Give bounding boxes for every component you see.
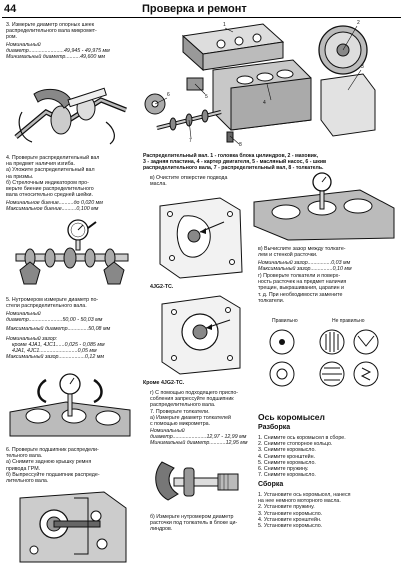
subsection-assembly: Сборка (258, 481, 284, 488)
step-7b-text: б) Измерьте нутромером диаметр расточки под толкатель в блоке ци- линдров. (150, 514, 238, 533)
step-3-text: 3. Измерьте диаметр опорных шеек распределительного вала микромет- ром. (6, 22, 97, 41)
figure-oil-hole-other (150, 292, 246, 376)
step-4-specs: Номинальное биение..........до 0,020 мм Максимальное биение..........0,100 мм (6, 200, 103, 213)
label-4jg2-tc: 4JG2-TC. (150, 284, 174, 290)
callout-7: 7 (189, 138, 192, 144)
engine-figure-caption: Распределительный вал. 1 - головка блока цилиндров, 2 - маховик, 3 - задняя пластина, 4 - картер двигателя, 5 - масляный насос, 6 - шкив распределительного вала, 7 - распределительный вал, 8 - толкатель. (143, 153, 327, 172)
figure-tappet-bore-gauge (250, 172, 398, 242)
label-correct: Правильно (272, 318, 298, 324)
assembly-steps: 1. Установите ось коромысел, нанеся на нее немного моторного масла. 2. Установите пружину. 3. Установите коромысло. 4. Установите кронштейн. 5. Установите коромысло. (258, 492, 351, 530)
figure-bore-gauge (6, 372, 134, 440)
callout-4: 4 (263, 100, 266, 106)
figure-camshaft-runout (6, 218, 134, 288)
page-number: 44 (4, 3, 17, 15)
figure-tappet-wear (258, 316, 398, 406)
figure-tappet-micrometer (148, 452, 248, 508)
callout-3: 3 (361, 64, 364, 70)
figure-micrometer-journal (6, 82, 134, 150)
callout-5: 5 (205, 94, 208, 100)
callout-8: 8 (239, 142, 242, 148)
step-7v-specs: Номинальный зазор................0,03 мм Максимальный зазор...............0,10 мм (258, 260, 352, 273)
figure-engine-exploded (143, 20, 399, 150)
step-4-text: 4. Проверьте распределительный вал на предмет наличия изгиба. а) Уложите распределительный вал на призмы. б) Стрелочным индикатором про- верьте биение распределительного вала относительно средней шейки. (6, 155, 100, 199)
step-7g-text: г) Проверьте толкатели и поверх- ность расточек на предмет наличия трещин, выкрашивания, царапин и т. д. При необходимости замените толкатели. (258, 273, 347, 304)
label-except-4jg2-tc: Кроме 4JG2-TC. (143, 380, 185, 386)
label-incorrect: Не правильно (332, 318, 365, 324)
step-3-specs: Номинальный диаметр........................49,945 - 49,975 мм Минимальный диаметр..........49,600 мм (6, 42, 110, 61)
disassembly-steps: 1. Снимите ось коромысел в сборе. 2. Снимите стопорное кольцо. 3. Снимите коромысло. 4. Снимите кронштейн. 5. Снимите коромысло. 6. Снимите пружину. 7. Снимите коромысло. (258, 435, 346, 479)
page-title: Проверка и ремонт (142, 3, 247, 15)
callout-2: 2 (357, 20, 360, 26)
section-title-rocker-shaft: Ось коромысел (258, 412, 325, 422)
step-5-specs: Номинальный диаметр.......................50,00 - 50,03 мм Максимальный диаметр..............50,08 мм Номинальный зазор: кроме 4JA1, 4JC1......0,025 - 0,085 мм 4JA1, 4JC1..........................0,05 мм Максимальный зазор..................0,12 мм (6, 311, 111, 361)
step-6g-7-text: г) С помощью подходящего приспо- собления запрессуйте подшипник распределительного вала. 7. Проверьте толкатели. а) Измерьте диаметр толкателей с помощью микрометра. (150, 390, 239, 428)
step-5-text: 5. Нутромером измерьте диаметр по- стели распределительного вала. (6, 297, 99, 310)
figure-oil-hole-4jg2 (150, 192, 246, 280)
callout-1: 1 (223, 22, 226, 28)
subsection-disassembly: Разборка (258, 424, 291, 431)
callout-6: 6 (167, 92, 170, 98)
page-header (2, 3, 401, 18)
step-6v-text: в) Очистите отверстие подвода масла. (150, 175, 228, 188)
step-6-text: 6. Проверьте подшипник распредели- тельного вала. а) Снимите заднюю крышку ремня привода ГРМ. б) Выпрессуйте подшипник распреде- лительного вала. (6, 447, 100, 485)
step-7-specs: Номинальный диаметр.......................12,97 - 12,99 мм Минимальный диаметр...........12,95 мм (150, 428, 248, 447)
step-7v-text: в) Вычислите зазор между толкате- лем и стенкой расточки. (258, 246, 346, 259)
figure-bearing-removal (14, 488, 132, 566)
